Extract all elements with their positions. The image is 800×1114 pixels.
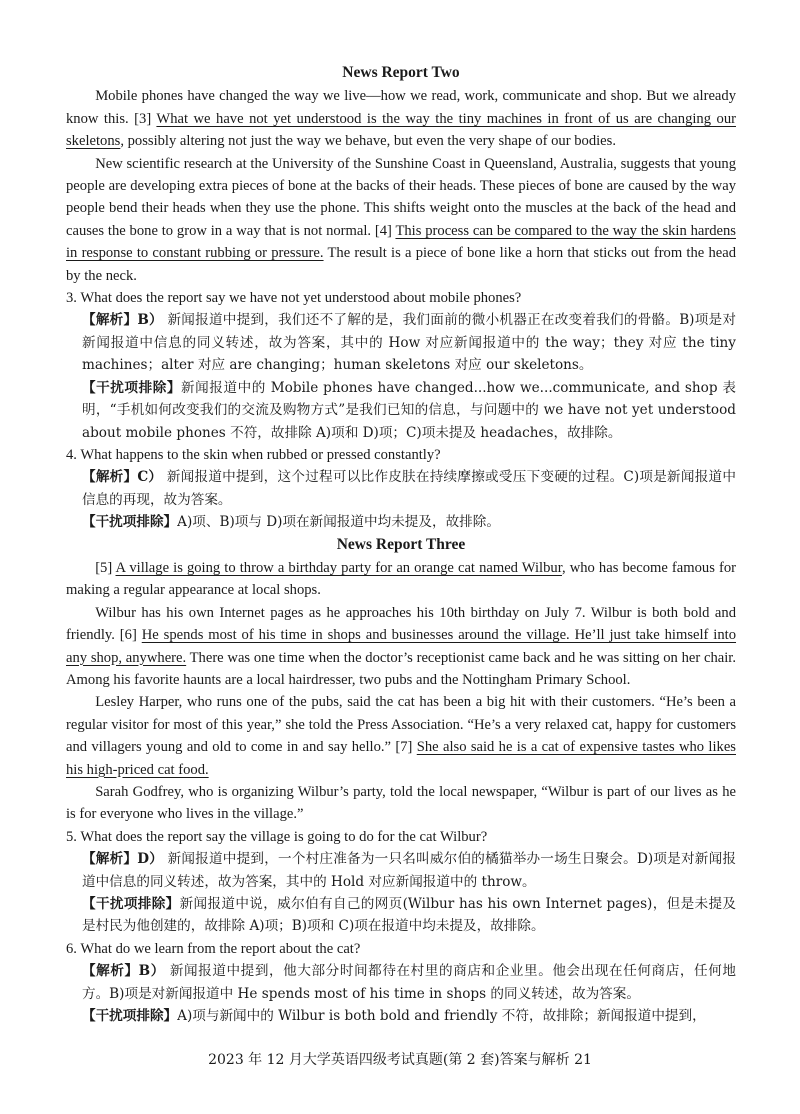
marker-7: [7] — [395, 739, 413, 756]
text: There was one time when the doctor’s receptionist came back and he was sitting on her chair. Among his favorite haunts are a local hairdresser, two pubs and the Nottingham Primary School. — [66, 649, 736, 688]
q4-distractor — [66, 511, 736, 533]
q6-distractor — [66, 1005, 736, 1027]
report-three-paragraph-3 — [66, 691, 736, 781]
question-3: 3. What does the report say we have not yet understood about mobile phones? — [66, 290, 522, 307]
distractor-tag: 【干扰项排除】 — [82, 514, 178, 531]
text: , possibly altering not just the way we behave, but even the very shape of our bodies. — [120, 133, 616, 150]
report-three-title: News Report Three — [336, 535, 466, 553]
q5-distractor — [66, 893, 736, 938]
text: New scientific research at the University of the Sunshine Coast in Queensland, Australia, suggests that young people are developing extra pieces of bone at the backs of their heads. These pieces of bone are caused by the way people bend their heads when they use the phone. This shifts weight onto the muscles at the back of the head and causes the bone to grow in a way that is not normal. — [66, 155, 736, 239]
underlined-sentence-3: What we have not yet understood is the way the tiny machines in front of us are changing our skeletons — [66, 110, 736, 150]
analysis-tag: 【解析】B） — [82, 312, 163, 329]
q4-analysis — [66, 466, 736, 511]
marker-6: [6] — [119, 627, 137, 644]
q3-analysis — [66, 309, 736, 376]
analysis-text: 新闻报道中提到，这个过程可以比作皮肤在持续摩擦或受压下变硬的过程。C)项是新闻报道中信息的再现，故为答案。 — [82, 469, 736, 508]
question-6: 6. What do we learn from the report about the cat? — [66, 940, 361, 957]
page-content — [66, 62, 736, 1027]
underlined-sentence-7: She also said he is a cat of expensive tastes who likes his high-priced cat food. — [66, 739, 736, 778]
distractor-tag: 【干扰项排除】 — [82, 896, 180, 913]
marker-5: [5] — [95, 559, 113, 576]
distractor-text: A)项与新闻中的 Wilbur is both bold and friendly 不符，故排除；新闻报道中提到， — [177, 1008, 706, 1025]
report-three-paragraph-1 — [66, 557, 736, 602]
underlined-sentence-5: A village is going to throw a birthday party for an orange cat named Wilbur — [115, 559, 562, 576]
q3-distractor — [66, 377, 736, 444]
analysis-text: 新闻报道中提到，一个村庄准备为一只名叫威尔伯的橘猫举办一场生日聚会。D)项是对新闻报道中信息的同义转述，故为答案，其中的 Hold 对应新闻报道中的 throw。 — [82, 851, 736, 890]
distractor-tag: 【干扰项排除】 — [82, 379, 182, 396]
analysis-text: 新闻报道中提到，我们还不了解的是，我们面前的微小机器正在改变着我们的骨骼。B)项是对新闻报道中信息的同义转述，故为答案，其中的 How 对应新闻报道中的 the way；they 对应 the tiny machines；alter 对应 are changing；human skeletons 对应 our skeletons。 — [82, 312, 736, 374]
report-three-paragraph-4: Sarah Godfrey, who is organizing Wilbur’s party, told the local newspaper, “Wilbur is part of our lives as he is for everyone who lives in the village.” — [66, 784, 736, 823]
marker-4: [4] — [374, 222, 392, 239]
marker-3: [3] — [134, 110, 152, 127]
analysis-tag: 【解析】D） — [82, 851, 164, 868]
q5-analysis — [66, 848, 736, 893]
text: , who has become famous for making a regular appearance at local shops. — [66, 559, 736, 599]
q6-analysis — [66, 960, 736, 1005]
report-two-paragraph-2 — [66, 153, 736, 287]
analysis-text: 新闻报道中提到，他大部分时间都待在村里的商店和企业里。他会出现在任何商店，任何地方。B)项是对新闻报道中 He spends most of his time in shops 的同义转述，故为答案。 — [82, 963, 736, 1002]
text: Lesley Harper, who runs one of the pubs, said the cat has been a big hit with their customers. “He’s been a regular visitor for most of this year,” she told the Press Association. “He’s a very relaxed cat, happy for customers and villagers young and old to come in and say hello.” — [66, 694, 736, 756]
underlined-sentence-4: This process can be compared to the way the skin hardens in response to constant rubbing or pressure. — [66, 222, 736, 262]
question-5: 5. What does the report say the village is going to do for the cat Wilbur? — [66, 828, 488, 845]
page-footer: 2023 年 12 月大学英语四级考试真题(第 2 套)答案与解析 21 — [208, 1052, 592, 1068]
text: Wilbur has his own Internet pages as he approaches his 10th birthday on July 7. Wilbur is both bold and friendly. — [66, 604, 736, 644]
report-two-paragraph-1 — [66, 85, 736, 152]
report-two-title: News Report Two — [342, 64, 460, 81]
underlined-sentence-6: He spends most of his time in shops and businesses around the village. He’ll just take himself into any shop, anywhere. — [66, 627, 737, 666]
text: Mobile phones have changed the way we live—how we read, work, communicate and shop. But we already know this. — [66, 88, 736, 127]
distractor-tag: 【干扰项排除】 — [82, 1008, 178, 1025]
distractor-text: 新闻报道中的 Mobile phones have changed...how we...communicate, and shop 表明，“手机如何改变我们的交流及购物方式”是我们已知的信息，与问题中的 we have not yet understood about mobile phones 不符，故排除 A)项和 D)项；C)项未提及 headaches，故排除。 — [82, 379, 737, 441]
distractor-text: A)项、B)项与 D)项在新闻报道中均未提及，故排除。 — [177, 514, 500, 531]
analysis-tag: 【解析】C） — [82, 469, 163, 486]
text: The result is a piece of bone like a horn that sticks out from the head by the neck. — [66, 245, 737, 284]
question-4: 4. What happens to the skin when rubbed or pressed constantly? — [66, 446, 441, 463]
analysis-tag: 【解析】B） — [82, 963, 165, 980]
report-three-paragraph-2 — [66, 602, 736, 692]
distractor-text: 新闻报道中说，威尔伯有自己的网页(Wilbur has his own Internet pages)，但是未提及是村民为他创建的，故排除 A)项；B)项和 C)项在报道中均未提及，故排除。 — [82, 896, 736, 935]
